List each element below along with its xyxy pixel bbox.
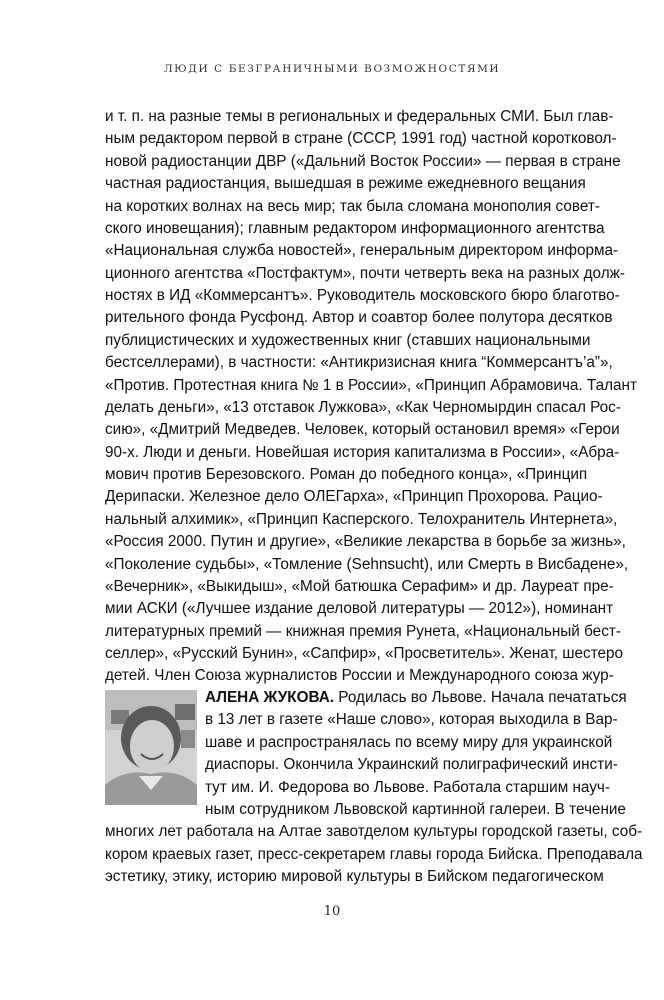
text-line: рительного фонда Русфонд. Автор и соавтор более полутора десятков bbox=[105, 309, 613, 327]
author-name: АЛЕНА ЖУКОВА. bbox=[205, 689, 335, 706]
text-line: публицистических и художественных книг (ставших национальными bbox=[105, 331, 591, 349]
text-line: детей. Член Союза журналистов России и Международного союза жур- bbox=[105, 667, 614, 685]
text-line: ностях в ИД «Коммерсантъ». Руководитель московского бюро благотво- bbox=[105, 287, 620, 304]
text-line: эстетику, этику, историю мировой культуры в Бийском педагогическом bbox=[105, 868, 604, 885]
text-line: многих лет работала на Алтае завотделом культуры городской газеты, соб- bbox=[105, 823, 643, 841]
text-line: частная радиостанция, вышедшая в режиме ежедневного вещания bbox=[105, 175, 586, 193]
text-line: «Национальная служба новостей», генеральным директором информа- bbox=[105, 242, 619, 260]
text-line: диаспоры. Окончила Украинский полиграфический инсти- bbox=[205, 756, 618, 774]
text-line: тут им. И. Федорова во Львове. Работала старшим науч- bbox=[205, 778, 610, 796]
text-line: в 13 лет в газете «Наше слово», которая выходила в Вар- bbox=[205, 711, 618, 729]
text-line: шаве и распространялась по всему миру для украинской bbox=[205, 733, 613, 751]
text-line: и т. п. на разные темы в региональных и федеральных СМИ. Был глав- bbox=[105, 108, 614, 125]
text-line: «Россия 2000. Путин и другие», «Великие лекарства в борьбе за жизнь», bbox=[105, 533, 626, 551]
author-bio bbox=[105, 687, 643, 888]
text-line: нальный алхимик», «Принцип Касперского. Телохранитель Интернета», bbox=[105, 510, 618, 528]
text-line: литературных премий — книжная премия Рунета, «Национальный бест- bbox=[105, 622, 621, 640]
text-line: ным редактором первой в стране (СССР, 1991 год) частной коротковол- bbox=[105, 130, 617, 148]
text-line: делать деньги», «13 отставок Лужкова», «Как Черномырдин спасал Рос- bbox=[105, 398, 621, 416]
text-line: «Вечерник», «Выкидыш», «Мой батюшка Серафим» и др. Лауреат пре- bbox=[105, 577, 614, 595]
running-header: ЛЮДИ С БЕЗГРАНИЧНЫМИ ВОЗМОЖНОСТЯМИ bbox=[163, 63, 501, 75]
text-line: «Поколение судьбы», «Томление (Sehnsucht), или Смерть в Висбадене», bbox=[105, 555, 629, 573]
page-number: 10 bbox=[323, 904, 341, 919]
main-paragraph bbox=[105, 106, 637, 710]
text-line: мович против Березовского. Роман до победного конца», «Принцип bbox=[105, 466, 588, 483]
text-line: ным сотрудником Львовской картинной галереи. В течение bbox=[205, 800, 626, 818]
text-line: «Против. Протестная книга № 1 в России», «Принцип Абрамовича. Талант bbox=[105, 376, 637, 394]
text-line: мии АСКИ («Лучшее издание деловой литературы — 2012»), номинант bbox=[105, 600, 614, 618]
text-line: селлер», «Русский Бунин», «Сапфир», «Просветитель». Женат, шестеро bbox=[105, 645, 624, 662]
text-line: Дерипаски. Железное дело ОЛЕГарха», «Принцип Прохорова. Рацио- bbox=[105, 488, 603, 506]
text-line: сию», «Дмитрий Медведев. Человек, который остановил время» «Герои bbox=[105, 421, 620, 439]
bio-line: АЛЕНА ЖУКОВА. Родилась во Львове. Начала печататься bbox=[205, 689, 627, 706]
text-line: ского иновещания); главным редактором информационного агентства bbox=[105, 219, 605, 237]
text-line: 90-х. Люди и деньги. Новейшая история капитализма в России», «Абра- bbox=[105, 443, 620, 461]
text-line: кором краевых газет, пресс-секретарем главы города Бийска. Преподавала bbox=[105, 845, 643, 863]
text-line: бестселлерами), в частности: «Антикризисная книга “Коммерсантъ’а”», bbox=[105, 354, 613, 372]
text-line: новой радиостанции ДВР («Дальний Восток России» — первая в стране bbox=[105, 152, 621, 170]
text-line: ционного агентства «Постфактум», почти четверть века на разных долж- bbox=[105, 264, 625, 282]
text-line: на коротких волнах на весь мир; так была сломана монополия совет- bbox=[105, 197, 600, 215]
